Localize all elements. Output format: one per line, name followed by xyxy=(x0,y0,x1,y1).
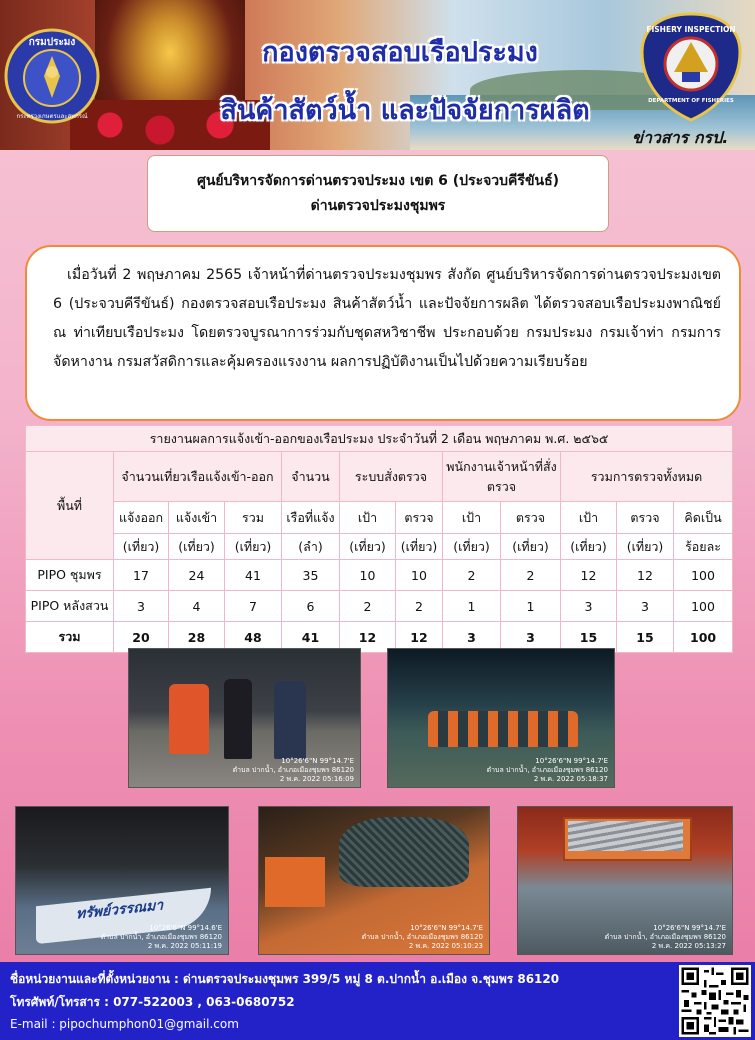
total-cell: 100 xyxy=(674,622,733,653)
value-cell: 6 xyxy=(282,591,340,622)
report-table-wrapper xyxy=(25,425,732,653)
photo-stamp: 10°26'6"N 99°14.7'E ตำบล ปากน้ำ, อำเภอเมืองชุมพร 86120 2 พ.ค. 2022 05:18:37 xyxy=(486,757,608,783)
header-area: พื้นที่ xyxy=(26,452,114,560)
seal-top-text: กรมประมง xyxy=(28,37,76,48)
value-cell: 2 xyxy=(396,591,443,622)
subheader-cell: ตรวจ xyxy=(617,502,674,534)
total-cell: 48 xyxy=(225,622,282,653)
fishery-inspection-badge-icon xyxy=(638,12,744,122)
value-cell: 12 xyxy=(561,560,617,591)
header-trips: จำนวนเที่ยวเรือแจ้งเข้า-ออก xyxy=(114,452,282,502)
table-row xyxy=(26,560,733,591)
total-cell: 12 xyxy=(396,622,443,653)
value-cell: 3 xyxy=(114,591,169,622)
footer-address: ชื่อหน่วยงานและที่ตั้งหน่วยงาน : ด่านตรวจประมงชุมพร 399/5 หมู่ 8 ต.ปากน้ำ อ.เมือง จ.ชุมพร 86120 xyxy=(10,972,560,986)
subheader-cell: คิดเป็น xyxy=(674,502,733,534)
unit-title-line2: ด่านตรวจประมงชุมพร xyxy=(310,198,446,214)
total-cell: 41 xyxy=(282,622,340,653)
report-table xyxy=(25,425,733,653)
seal-bottom-text: กระทรวงเกษตรและสหกรณ์ xyxy=(16,113,88,120)
unit-cell: (เที่ยว) xyxy=(501,534,561,560)
table-caption: รายงานผลการแจ้งเข้า-ออกของเรือประมง ประจำวันที่ 2 เดือน พฤษภาคม พ.ศ. ๒๕๖๕ xyxy=(26,426,733,452)
unit-cell: (เที่ยว) xyxy=(340,534,396,560)
group-figures xyxy=(428,711,578,747)
area-cell: PIPO หลังสวน xyxy=(26,591,114,622)
subheader-cell: ตรวจ xyxy=(396,502,443,534)
inspection-photo-1 xyxy=(128,648,361,788)
report-box xyxy=(25,245,741,421)
footer-email[interactable]: E-mail : pipochumphon01@gmail.com xyxy=(10,1017,239,1031)
boat-photo xyxy=(15,806,229,955)
total-cell: 3 xyxy=(501,622,561,653)
area-cell: PIPO ชุมพร xyxy=(26,560,114,591)
value-cell: 7 xyxy=(225,591,282,622)
unit-cell: (เที่ยว) xyxy=(396,534,443,560)
unit-cell: (เที่ยว) xyxy=(617,534,674,560)
fish-catch xyxy=(568,821,683,851)
value-cell: 10 xyxy=(396,560,443,591)
value-cell: 100 xyxy=(674,560,733,591)
value-cell: 24 xyxy=(169,560,225,591)
news-label: ข่าวสาร กรป. xyxy=(632,128,729,147)
footer-phone: โทรศัพท์/โทรสาร : 077-522003 , 063-0680752 xyxy=(10,995,295,1009)
subheader-cell: เป้า xyxy=(443,502,501,534)
header-count: จำนวน xyxy=(282,452,340,502)
header-banner xyxy=(0,0,755,150)
officer-figure xyxy=(274,681,306,759)
header-officer: พนักงานเจ้าหน้าที่สั่งตรวจ xyxy=(443,452,561,502)
badge-bottom-text: DEPARTMENT OF FISHERIES xyxy=(648,98,734,104)
photo-stamp: 10°26'6"N 99°14.7'E ตำบล ปากน้ำ, อำเภอเมืองชุมพร 86120 2 พ.ค. 2022 05:10:23 xyxy=(361,924,483,950)
subheader-cell: ตรวจ xyxy=(501,502,561,534)
badge-top-text: FISHERY INSPECTION xyxy=(646,25,736,34)
value-cell: 1 xyxy=(443,591,501,622)
photo-stamp: 10°26'6"N 99°14.7'E ตำบล ปากน้ำ, อำเภอเมืองชุมพร 86120 2 พ.ค. 2022 05:16:09 xyxy=(232,757,354,783)
total-cell: 15 xyxy=(617,622,674,653)
value-cell: 4 xyxy=(169,591,225,622)
unit-cell: (เที่ยว) xyxy=(114,534,169,560)
header-title-line1: กองตรวจสอบเรือประมง xyxy=(262,37,538,68)
footer xyxy=(0,962,755,1040)
fishing-net-photo xyxy=(258,806,490,955)
total-cell: 15 xyxy=(561,622,617,653)
unit-cell: (เที่ยว) xyxy=(225,534,282,560)
qr-code-icon[interactable] xyxy=(679,965,751,1037)
unit-cell: (ลำ) xyxy=(282,534,340,560)
fish-catch-photo xyxy=(517,806,733,955)
header-system: ระบบสั่งตรวจ xyxy=(340,452,443,502)
subheader-cell: เป้า xyxy=(340,502,396,534)
value-cell: 2 xyxy=(340,591,396,622)
value-cell: 41 xyxy=(225,560,282,591)
officer-figure xyxy=(169,684,209,754)
unit-title-box xyxy=(147,155,609,232)
unit-title-line1: ศูนย์บริหารจัดการด่านตรวจประมง เขต 6 (ประจวบคีรีขันธ์) xyxy=(196,173,560,189)
subheader-cell: แจ้งออก xyxy=(114,502,169,534)
unit-cell: (เที่ยว) xyxy=(169,534,225,560)
header-total: รวมการตรวจทั้งหมด xyxy=(561,452,733,502)
unit-cell: (เที่ยว) xyxy=(561,534,617,560)
value-cell: 17 xyxy=(114,560,169,591)
total-cell: 3 xyxy=(443,622,501,653)
table-row xyxy=(26,591,733,622)
net-pile xyxy=(339,817,469,887)
header-title-line2: สินค้าสัตว์น้ำ และปัจจัยการผลิต xyxy=(220,95,590,126)
subheader-cell: เรือที่แจ้ง xyxy=(282,502,340,534)
subheader-cell: รวม xyxy=(225,502,282,534)
value-cell: 10 xyxy=(340,560,396,591)
total-cell: 20 xyxy=(114,622,169,653)
photo-stamp: 10°26'6"N 99°14.7'E ตำบล ปากน้ำ, อำเภอเมืองชุมพร 86120 2 พ.ค. 2022 05:13:27 xyxy=(604,924,726,950)
subheader-cell: เป้า xyxy=(561,502,617,534)
value-cell: 1 xyxy=(501,591,561,622)
unit-cell: (เที่ยว) xyxy=(443,534,501,560)
officer-figure xyxy=(224,679,252,759)
value-cell: 12 xyxy=(617,560,674,591)
total-cell: 28 xyxy=(169,622,225,653)
value-cell: 2 xyxy=(443,560,501,591)
boat-name: ทรัพย์วรรณมา xyxy=(76,897,164,923)
unit-cell: ร้อยละ xyxy=(674,534,733,560)
subheader-cell: แจ้งเข้า xyxy=(169,502,225,534)
total-cell: 12 xyxy=(340,622,396,653)
report-text: เมื่อวันที่ 2 พฤษภาคม 2565 เจ้าหน้าที่ด่านตรวจประมงชุมพร สังกัด ศูนย์บริหารจัดการด่านตรวจประมงเขต 6 (ประจวบคีรีขันธ์) กองตรวจสอบเรือประมง สินค้าสัตว์น้ำ และปัจจัยการผลิต ได้ตรวจสอบเรือประมงพาณิชย์ ณ ท่าเทียบเรือประมง โดยตรวจบูรณาการร่วมกับชุดสหวิชาชีพ ประกอบด้วย กรมประมง กรมเจ้าท่า กรมการจัดหางาน กรมสวัสดิการและคุ้มครองแรงงาน ผลการปฏิบัติงานเป็นไปด้วยความเรียบร้อย xyxy=(53,267,721,370)
value-cell: 3 xyxy=(561,591,617,622)
department-of-fisheries-seal-icon xyxy=(4,28,100,124)
value-cell: 2 xyxy=(501,560,561,591)
inspection-photo-2 xyxy=(387,648,615,788)
total-label-cell: รวม xyxy=(26,622,114,653)
value-cell: 100 xyxy=(674,591,733,622)
value-cell: 35 xyxy=(282,560,340,591)
basket-stack xyxy=(265,857,325,907)
value-cell: 3 xyxy=(617,591,674,622)
photo-stamp: 10°26'6"N 99°14.6'E ตำบล ปากน้ำ, อำเภอเมืองชุมพร 86120 2 พ.ค. 2022 05:11:19 xyxy=(100,924,222,950)
